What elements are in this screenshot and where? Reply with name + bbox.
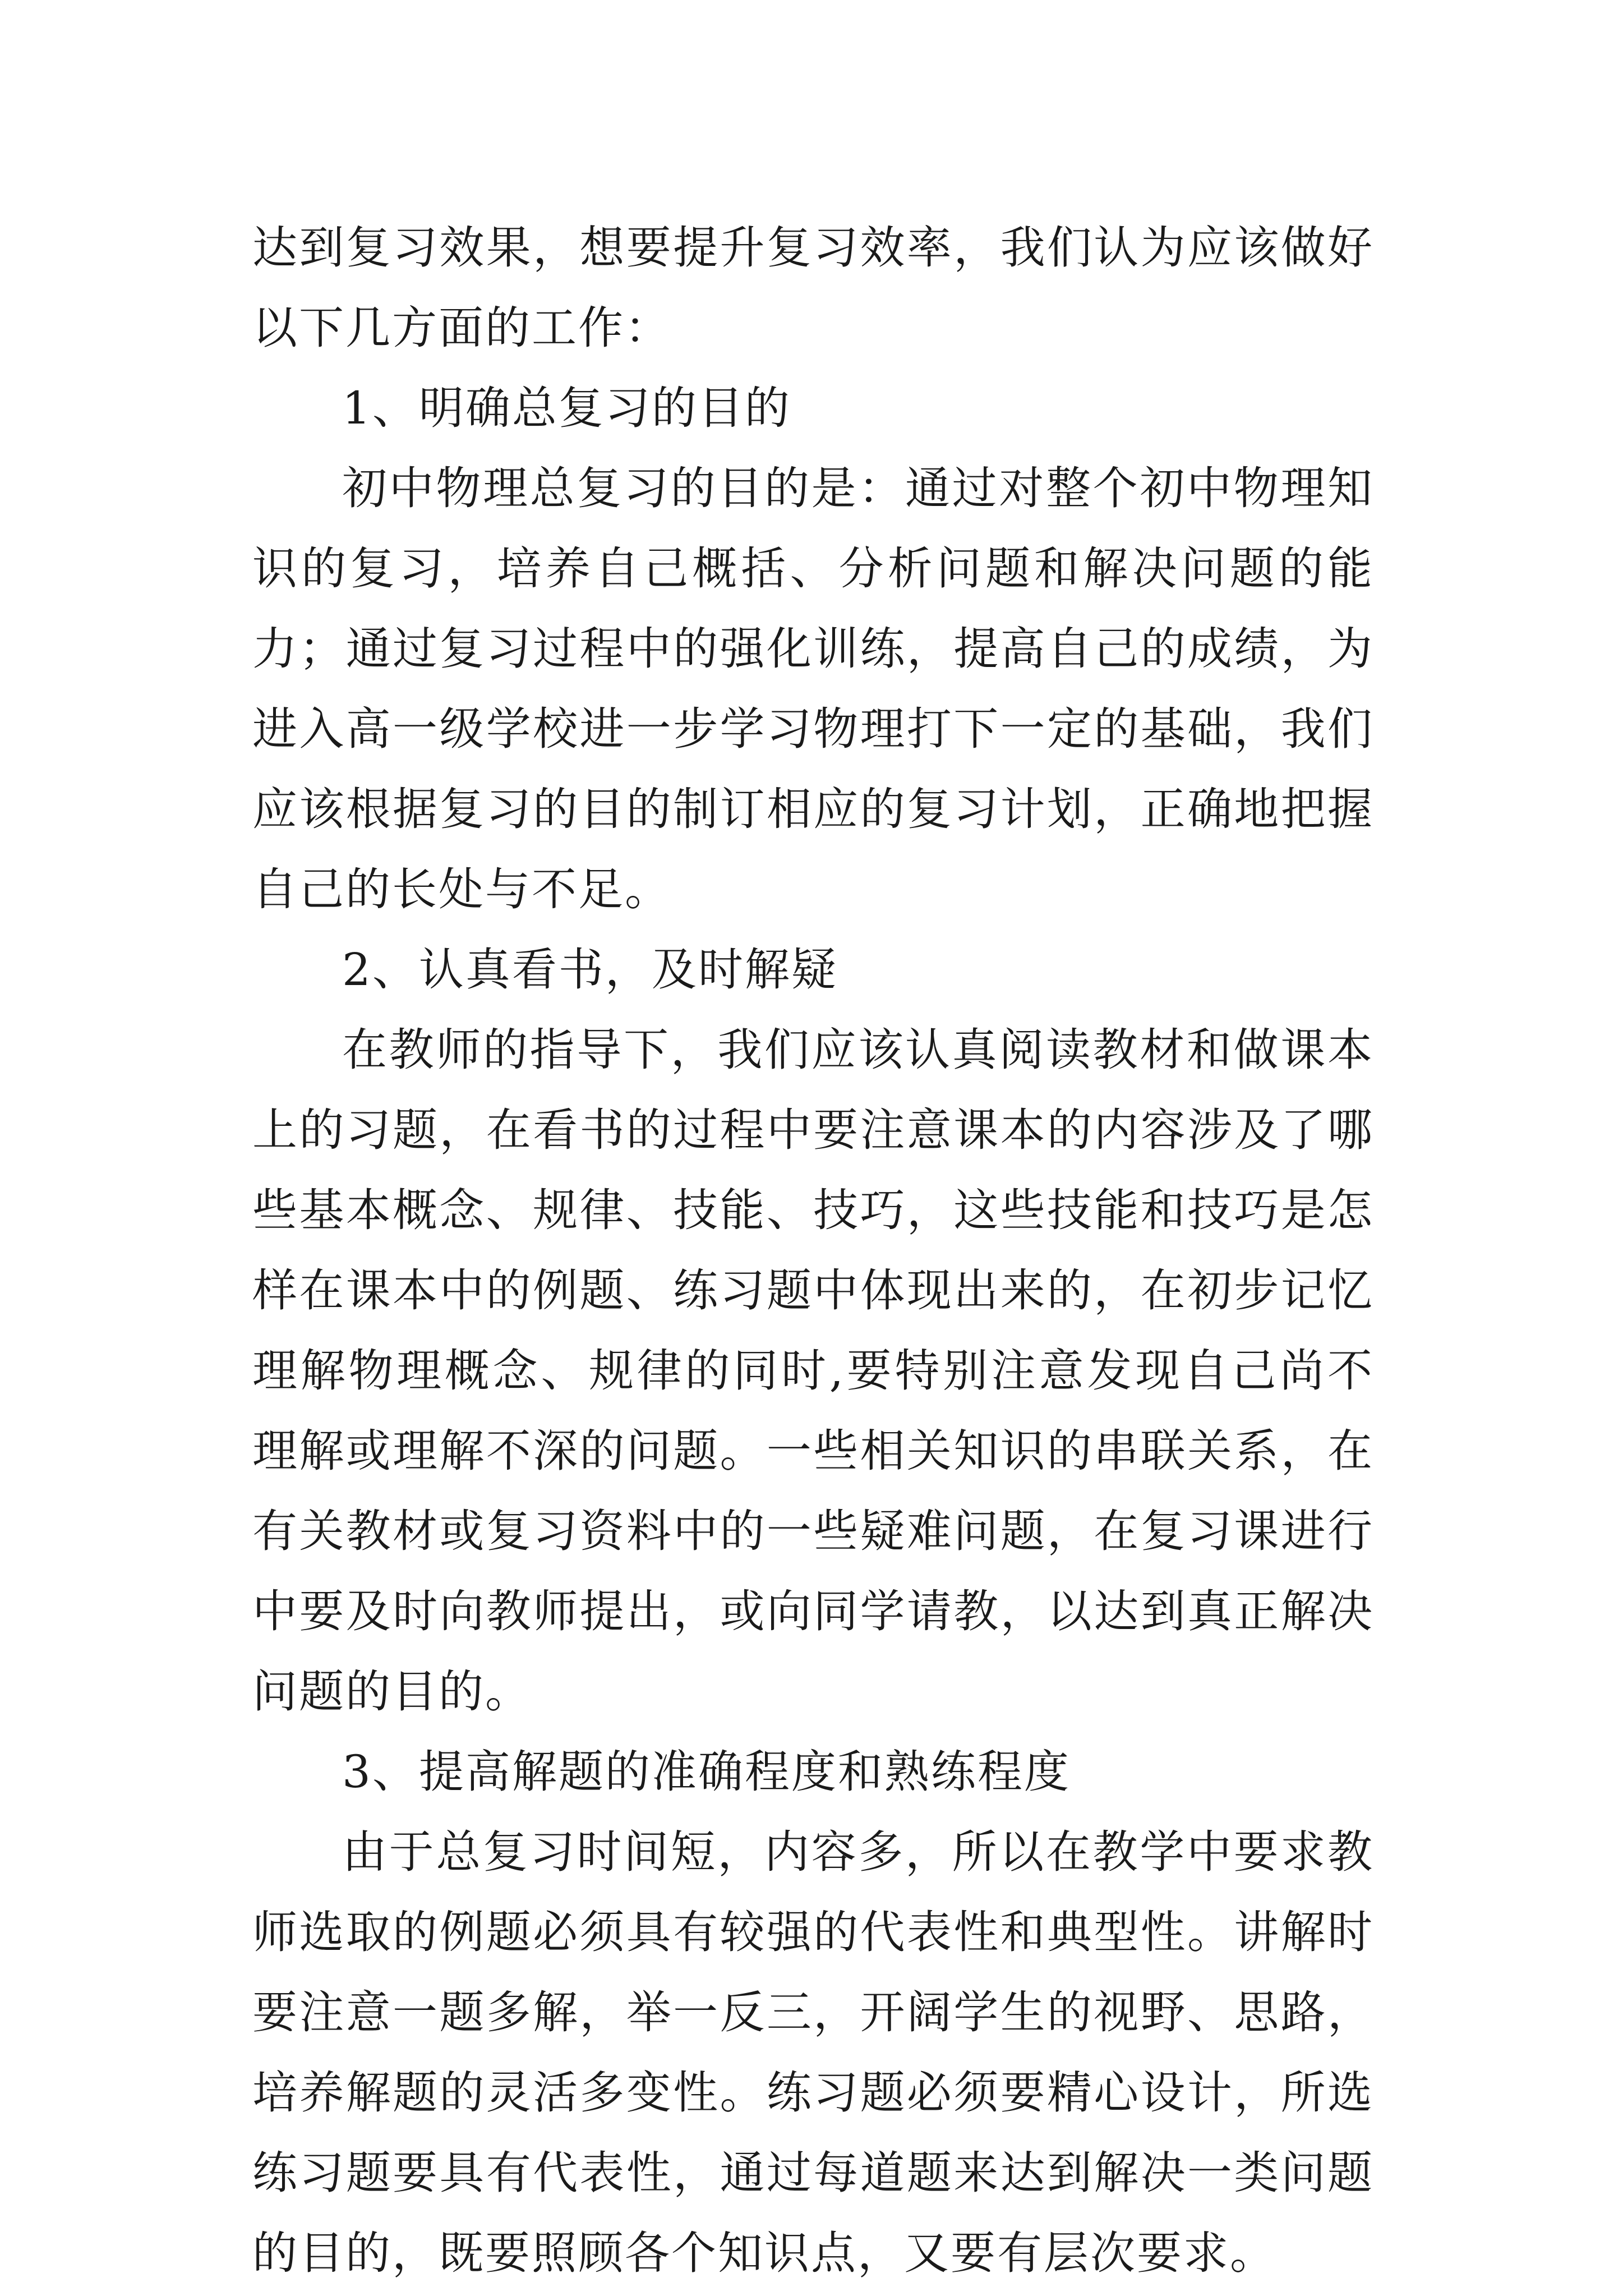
section-heading-2: 2、认真看书，及时解疑: [342, 944, 838, 996]
section-heading-1: 1、明确总复习的目的: [342, 382, 791, 434]
document-body: [252, 208, 1374, 2293]
paragraph-section-3: 由于总复习时间短，内容多，所以在教学中要求教师选取的例题必须具有较强的代表性和典型性。讲解时要注意一题多解，举一反三，开阔学生的视野、思路，培养解题的灵活多变性。练习题必须要精心设计，所选练习题要具有代表性，通过每道题来达到解决一类问题的目的，既要照顾各个知识点，又要有层次要求。: [252, 1826, 1374, 2279]
section-heading-3: 3、提高解题的准确程度和熟练程度: [342, 1746, 1071, 1798]
paragraph-section-1: 初中物理总复习的目的是：通过对整个初中物理知识的复习，培养自己概括、分析问题和解决问题的能力；通过复习过程中的强化训练，提高自己的成绩，为进入高一级学校进一步学习物理打下一定的基础，我们应该根据复习的目的制订相应的复习计划，正确地把握自己的长处与不足。: [252, 462, 1374, 915]
paragraph-section-2: 在教师的指导下，我们应该认真阅读教材和做课本上的习题，在看书的过程中要注意课本的内容涉及了哪些基本概念、规律、技能、技巧，这些技能和技巧是怎样在课本中的例题、练习题中体现出来的，在初步记忆理解物理概念、规律的同时,要特别注意发现自己尚不理解或理解不深的问题。一些相关知识的串联关系，在有关教材或复习资料中的一些疑难问题，在复习课进行中要及时向教师提出，或向同学请教，以达到真正解决问题的目的。: [252, 1024, 1374, 1718]
paragraph-intro-continuation: 达到复习效果，想要提升复习效率，我们认为应该做好以下几方面的工作：: [252, 222, 1374, 354]
